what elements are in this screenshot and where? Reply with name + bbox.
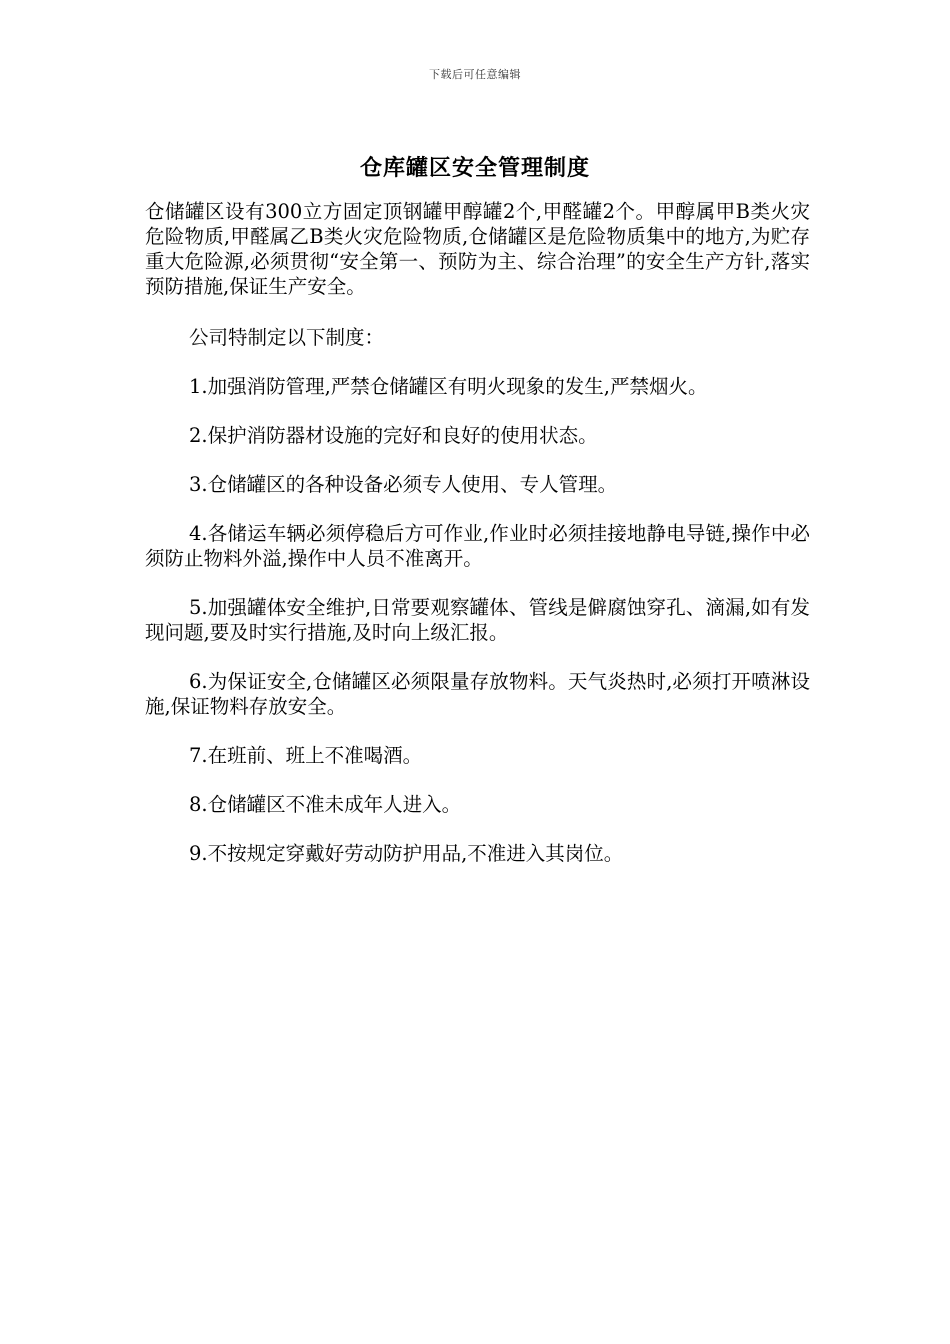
document-body <box>145 199 810 890</box>
intro-paragraph: 仓储罐区设有300立方固定顶钢罐甲醇罐2个,甲醛罐2个。甲醇属甲B类火灾危险物质,甲醛属乙B类火灾危险物质,仓储罐区是危险物质集中的地方,为贮存重大危险源,必须贯彻“安全第一、预防为主、综合治理”的安全生产方针,落实预防措施,保证生产安全。 <box>145 200 810 298</box>
rule-item: 6.为保证安全,仓储罐区必须限量存放物料。天气炎热时,必须打开喷淋设施,保证物料存放安全。 <box>145 670 810 718</box>
rule-item: 2.保护消防器材设施的完好和良好的使用状态。 <box>189 424 598 447</box>
rule-item: 5.加强罐体安全维护,日常要观察罐体、管线是僻腐蚀穿孔、滴漏,如有发现问题,要及时实行措施,及时向上级汇报。 <box>145 596 810 644</box>
download-note: 下载后可任意编辑 <box>429 68 521 81</box>
rule-item: 7.在班前、班上不准喝酒。 <box>189 744 423 767</box>
rule-item: 1.加强消防管理,严禁仓储罐区有明火现象的发生,严禁烟火。 <box>189 375 708 398</box>
rule-item: 8.仓储罐区不准未成年人进入。 <box>189 793 462 816</box>
rule-item: 3.仓储罐区的各种设备必须专人使用、专人管理。 <box>189 473 618 496</box>
document-title: 仓库罐区安全管理制度 <box>359 155 590 181</box>
rule-item: 4.各储运车辆必须停稳后方可作业,作业时必须挂接地静电导链,操作中必须防止物料外溢,操作中人员不准离开。 <box>145 522 810 570</box>
lead-paragraph: 公司特制定以下制度： <box>189 326 385 349</box>
rule-item: 9.不按规定穿戴好劳动防护用品,不准进入其岗位。 <box>189 842 624 865</box>
